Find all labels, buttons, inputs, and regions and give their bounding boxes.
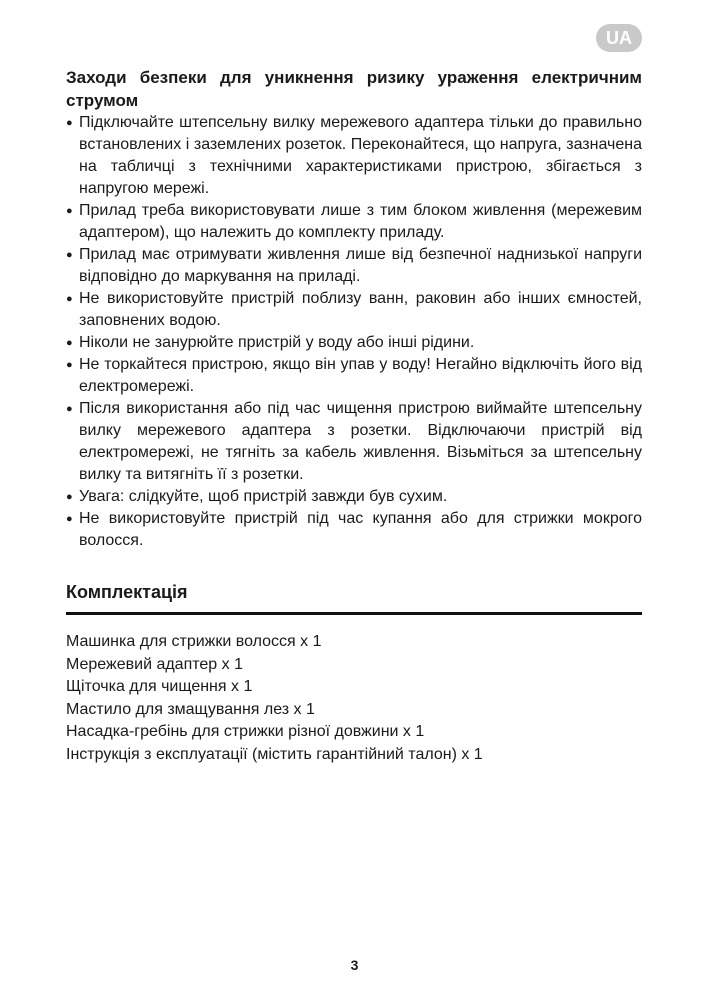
list-item-text: Прилад має отримувати живлення лише від безпечної наднизької напруги відповідно до маркування на приладі.: [79, 246, 642, 285]
bullet-icon: ●: [66, 491, 73, 503]
bullet-icon: ●: [66, 249, 73, 261]
list-item: [66, 244, 642, 288]
bullet-icon: ●: [66, 205, 73, 217]
kit-list: [66, 631, 642, 766]
bullet-icon: ●: [66, 403, 73, 415]
bullet-icon: ●: [66, 513, 73, 525]
list-item-text: Після використання або під час чищення пристрою виймайте штепсельну вилку мережевого адаптера з розетки. Відключаючи пристрій від електромережі, не тягніть за кабель живлення. Візьміться за штепсельну вилку та витягніть її з розетки.: [79, 400, 642, 483]
section-divider: [66, 612, 642, 615]
kit-item: Машинка для стрижки волосся x 1: [66, 633, 322, 650]
list-item: [66, 200, 642, 244]
list-item-text: Ніколи не занурюйте пристрій у воду або інші рідини.: [79, 334, 475, 351]
kit-section-title: Комплектація: [66, 582, 188, 602]
list-item-text: Не торкайтеся пристрою, якщо він упав у воду! Негайно відключіть його від електромережі.: [79, 356, 642, 395]
list-item-text: Прилад треба використовувати лише з тим блоком живлення (мережевим адаптером), що належить до комплекту приладу.: [79, 202, 642, 241]
bullet-icon: ●: [66, 117, 73, 129]
list-item-text: Не використовуйте пристрій під час купання або для стрижки мокрого волосся.: [79, 510, 642, 549]
safety-list: [66, 112, 642, 552]
page-content: [66, 66, 642, 766]
list-item: [66, 398, 642, 486]
kit-item: Мастило для змащування лез x 1: [66, 700, 315, 718]
bullet-icon: ●: [66, 337, 73, 349]
page-number: 3: [350, 957, 359, 973]
list-item-text: Не використовуйте пристрій поблизу ванн, раковин або інших ємностей, заповнених водою.: [79, 290, 642, 329]
kit-item: Щіточка для чищення x 1: [66, 678, 253, 695]
kit-item: Насадка-гребінь для стрижки різної довжини x 1: [66, 723, 425, 740]
bullet-icon: ●: [66, 293, 73, 305]
kit-item: Інструкція з експлуатації (містить гарантійний талон) x 1: [66, 745, 483, 763]
list-item: [66, 332, 642, 354]
language-badge: UA: [596, 24, 642, 52]
list-item-text: Увага: слідкуйте, щоб пристрій завжди був сухим.: [79, 488, 448, 505]
safety-heading: Заходи безпеки для уникнення ризику ураження електричним струмом: [66, 68, 642, 110]
list-item-text: Підключайте штепсельну вилку мережевого адаптера тільки до правильно встановлених і заземлених розеток. Переконайтеся, що напруга, зазначена на табличці з технічними характеристиками пристрою, збігається з напругою мережі.: [79, 114, 642, 197]
bullet-icon: ●: [66, 359, 73, 371]
kit-item: Мережевий адаптер x 1: [66, 655, 243, 673]
list-item: [66, 486, 642, 508]
list-item: [66, 112, 642, 200]
list-item: [66, 508, 642, 552]
list-item: [66, 354, 642, 398]
list-item: [66, 288, 642, 332]
